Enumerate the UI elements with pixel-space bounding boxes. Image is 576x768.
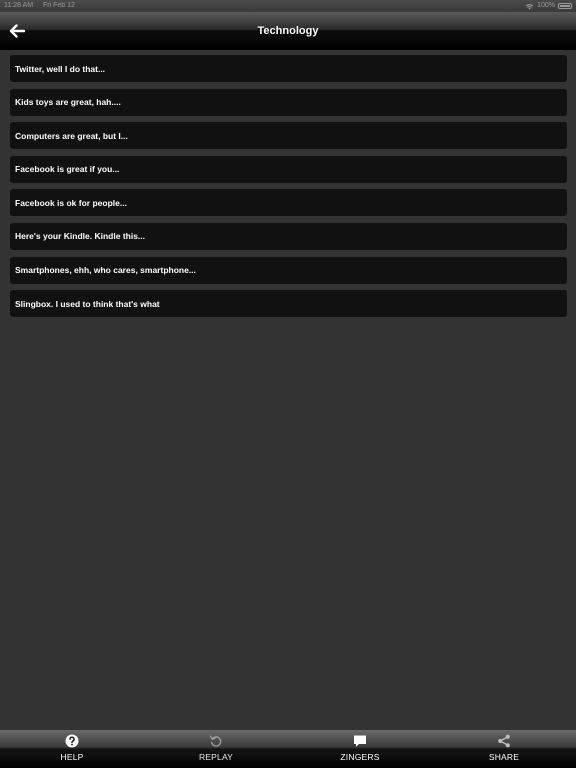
list-item-label: Slingbox. I used to think that's what — [15, 298, 160, 309]
list-item-label: Computers are great, but I... — [15, 130, 128, 141]
tab-share-label: SHARE — [488, 752, 520, 762]
tab-bar — [0, 730, 576, 768]
list-item[interactable] — [10, 55, 567, 82]
speech-bubble-icon — [353, 734, 367, 748]
list-item[interactable] — [10, 122, 567, 149]
list-item[interactable] — [10, 189, 567, 216]
replay-icon — [209, 734, 223, 748]
list-item[interactable] — [10, 290, 567, 317]
share-icon — [497, 734, 511, 748]
wifi-icon — [525, 3, 534, 10]
status-time: 11:28 AM — [4, 2, 34, 9]
list-item-label: Here's your Kindle. Kindle this... — [15, 231, 146, 242]
tab-zingers-label: ZINGERS — [340, 752, 380, 762]
list-item[interactable] — [10, 89, 567, 116]
navigation-bar — [0, 12, 576, 50]
tab-share[interactable] — [432, 730, 576, 768]
status-date: Fri Feb 12 — [43, 2, 75, 9]
list-item-label: Twitter, well I do that... — [15, 63, 106, 74]
tab-help[interactable] — [0, 730, 144, 768]
list-item[interactable] — [10, 156, 567, 183]
zinger-list — [10, 55, 567, 324]
tab-help-label: HELP — [60, 752, 84, 762]
help-icon — [65, 734, 79, 748]
battery-icon — [558, 3, 572, 9]
tab-replay-label: REPLAY — [198, 752, 234, 762]
status-right — [525, 0, 572, 12]
status-left — [4, 0, 83, 12]
list-item[interactable] — [10, 223, 567, 250]
list-item-label: Facebook is ok for people... — [15, 197, 127, 208]
tab-zingers[interactable] — [288, 730, 432, 768]
tab-replay[interactable] — [144, 730, 288, 768]
status-bar — [0, 0, 576, 12]
battery-percent: 100% — [537, 2, 555, 9]
list-item-label: Kids toys are great, hah.... — [15, 97, 121, 108]
page-title: Technology — [257, 25, 319, 37]
list-item-label: Facebook is great if you... — [15, 164, 120, 175]
list-item[interactable] — [10, 257, 567, 284]
list-item-label: Smartphones, ehh, who cares, smartphone... — [15, 265, 196, 276]
